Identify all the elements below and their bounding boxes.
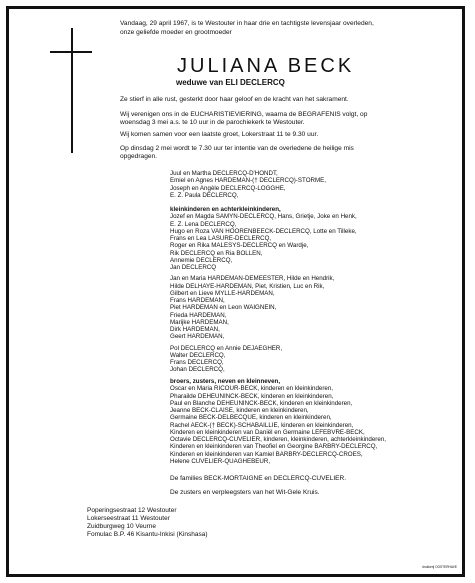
list-item: Frans HARDEMAN, bbox=[170, 297, 225, 304]
list-item: Helene CUVELIER-QUAGHEBEUR, bbox=[170, 457, 271, 465]
mass-line: Op dinsdag 2 mei wordt te 7.30 uur ter intentie van de overledene de heilige mis bbox=[120, 145, 354, 152]
list-item: Hilde DELHAYE-HARDEMAN, Piet, Kristien, Luc en Rik, bbox=[170, 282, 325, 290]
cross-icon-vertical bbox=[71, 28, 73, 153]
invitation-line: Wij verenigen ons in de EUCHARISTIEVIERING, waarna de BEGRAFENIS volgt, op bbox=[120, 111, 368, 118]
siblings-section bbox=[170, 378, 386, 465]
list-item: Oscar en Maria RICOUR-BECK, kinderen en kleinkinderen, bbox=[170, 385, 334, 393]
address-line: Zuidburgweg 10 Veurne bbox=[87, 523, 157, 530]
intro-line: onze geliefde moeder en grootmoeder bbox=[120, 28, 232, 36]
deceased-name: JULIANA BECK bbox=[177, 55, 355, 77]
list-item: Rik DECLERCQ en Ria BOLLEN, bbox=[170, 249, 263, 257]
list-item: Kinderen en kleinkinderen van Kamiel BARBRY-DECLERCQ-CROES, bbox=[170, 450, 363, 458]
list-item: Piet HARDEMAN en Leon WAIGNEIN, bbox=[170, 304, 277, 312]
list-item: Paul en Blanche DEHEUNINCK-BECK, kinderen en kleinkinderen, bbox=[170, 399, 353, 407]
list-item: Frieda HARDEMAN, bbox=[170, 311, 227, 319]
nurses-text: De zusters en verpleegsters van het Wit-Gele Kruis. bbox=[170, 489, 320, 496]
invitation-line: woensdag 3 mei a.s. te 10 uur in de parochiekerk te Westouter. bbox=[120, 119, 305, 127]
section-heading: kleinkinderen en achterkleinkinderen, bbox=[170, 206, 281, 213]
mass-text bbox=[120, 145, 354, 162]
list-item: Frans DECLERCQ, bbox=[170, 359, 224, 366]
intro-text bbox=[120, 20, 374, 37]
address-line: Lokerseestraat 11 Westouter bbox=[87, 515, 170, 522]
list-item: Dirk HARDEMAN, bbox=[170, 326, 220, 333]
list-item: Hugo en Roza VAN HOORENBEECK-DECLERCQ, Lotte en Tilleke, bbox=[170, 227, 357, 235]
farewell-text: Wij komen samen voor een laatste groet, Lokerstraat 11 te 9.30 uur. bbox=[120, 131, 319, 138]
list-item: Kinderen en kleinkinderen van Daniël en Germaine LEFEBVRE-BECK, bbox=[170, 428, 365, 436]
list-item: Octavie DECLERCQ-CUVELIER, kinderen, kleinkinderen, achterkleinkinderen, bbox=[170, 436, 386, 443]
addresses-block bbox=[87, 507, 208, 539]
list-item: Juul en Martha DECLERCQ-D'HONDT, bbox=[170, 170, 278, 177]
cross-icon-horizontal bbox=[50, 51, 92, 53]
families-text: De families BECK-MORTAIGNE en DECLERCQ-CUVELIER. bbox=[170, 475, 347, 482]
list-item: Jan en Maria HARDEMAN-DEMEESTER, Hilde en Hendrik, bbox=[170, 275, 335, 283]
widow-of: weduwe van ELI DECLERCQ bbox=[176, 78, 285, 87]
list-item: Marijke HARDEMAN, bbox=[170, 318, 229, 326]
list-item: Gilbert en Lieve MYLLE-HARDEMAN, bbox=[170, 289, 275, 297]
list-item: Walter DECLERCQ, bbox=[170, 351, 226, 359]
intro-line: Vandaag, 29 april 1967, is te Westouter in haar drie en tachtigste levensjaar overleden, bbox=[120, 20, 374, 27]
list-item: Frans en Lea LASURE-DECLERCQ, bbox=[170, 235, 272, 242]
list-item: Kinderen en kleinkinderen van Theofiel en Georgine BARBRY-DECLERCQ, bbox=[170, 443, 378, 451]
list-item: Johan DECLERCQ, bbox=[170, 366, 225, 374]
list-item: Emiel en Agnes HARDEMAN-(† DECLERCQ)-STORME, bbox=[170, 177, 326, 185]
list-item: Pol DECLERCQ en Annie DEJAEGHER, bbox=[170, 344, 283, 352]
list-item: E. Z. Paula DECLERCQ, bbox=[170, 191, 239, 199]
mass-line: opgedragen. bbox=[120, 153, 158, 161]
list-item: E. Z. Lena DECLERCQ, bbox=[170, 220, 237, 228]
list-item: Joseph en Angèle DECLERCQ-LOGGHE, bbox=[170, 184, 286, 192]
grandchildren-section bbox=[170, 206, 357, 374]
list-item: Jan DECLERCQ bbox=[170, 264, 217, 271]
printer-credit: drukkerij OOSTERHAVE bbox=[422, 565, 457, 569]
children-list bbox=[170, 170, 326, 199]
list-item: Geert HARDEMAN, bbox=[170, 333, 225, 341]
list-item: Pharailde DEHEUNINCK-BECK, kinderen en kleinkinderen, bbox=[170, 392, 334, 400]
address-line: Poperingsestraat 12 Westouter bbox=[87, 507, 177, 514]
invitation-text bbox=[120, 111, 367, 128]
list-item: Rachel AECK-(† BECK)-SCHABAILLIE, kinderen en kleinkinderen, bbox=[170, 421, 354, 429]
address-line: Fomulac B.P. 46 Kisantu-Inkisi (Kinshasa) bbox=[87, 531, 208, 538]
list-item: Annemie DECLERCQ, bbox=[170, 256, 233, 264]
list-item: Germaine BECK-DELBECQUE, kinderen en kleinkinderen, bbox=[170, 414, 332, 422]
sacrament-text: Ze stierf in alle rust, gesterkt door haar geloof en de kracht van het sakrament. bbox=[120, 96, 349, 103]
list-item: Jozef en Magda SAMYN-DECLERCQ, Hans, Grietje, Joke en Henk, bbox=[170, 213, 357, 221]
section-heading: broers, zusters, neven en kleinneven, bbox=[170, 378, 281, 385]
list-item: Jeanne BECK-CLAISE, kinderen en kleinkinderen, bbox=[170, 407, 309, 414]
list-item: Roger en Rika MALESYS-DECLERCQ en Wardje, bbox=[170, 242, 309, 250]
